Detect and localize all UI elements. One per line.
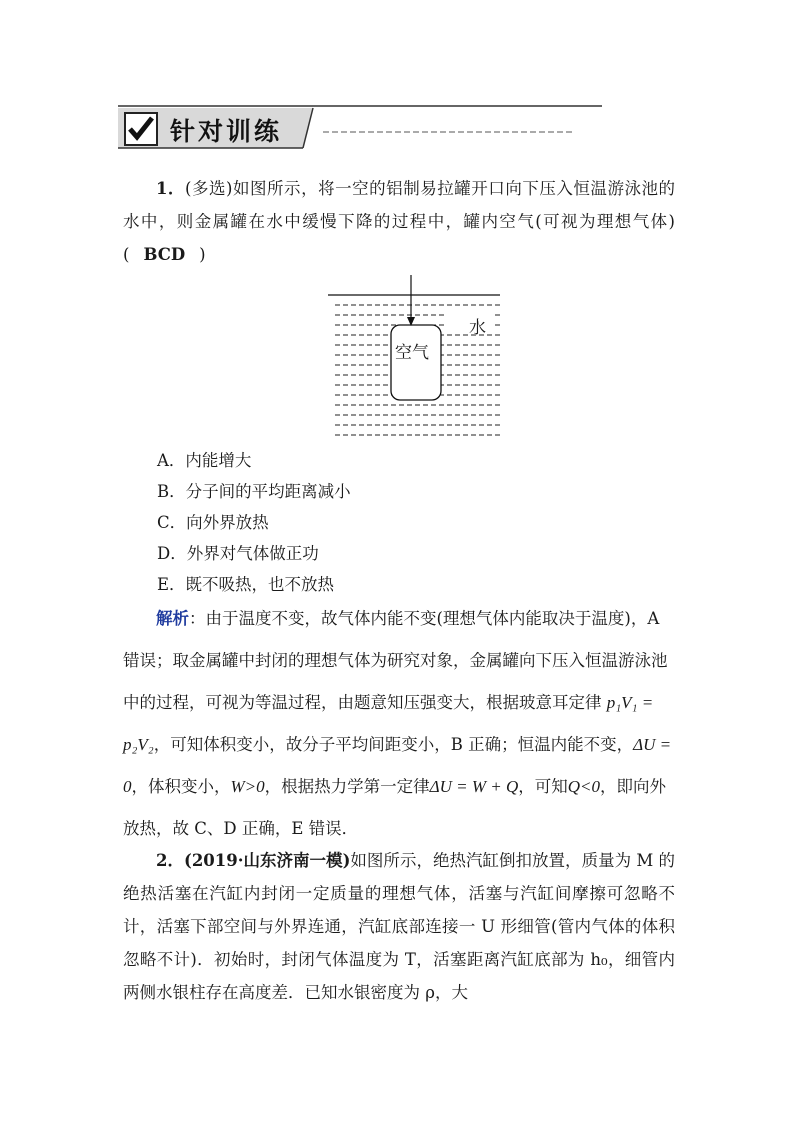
- q1-stem-text: (多选)如图所示，将一空的铝制易拉罐开口向下压入恒温游泳池的水中，则金属罐在水中缓慢下降的过程中，罐内空气(可视为理想气体)(: [123, 179, 676, 264]
- formula-work: W>0: [230, 777, 265, 796]
- q2-text: 如图所示，绝热汽缸倒扣放置，质量为 M 的绝热活塞在汽缸内封闭一定质量的理想气体，活塞与汽缸间摩擦可忽略不计，活塞下部空间与外界连通，汽缸底部连接一 U 形细管(管内气体的体积忽略不计)．初始时，封闭气体温度为 T，活塞距离汽缸底部为 h₀，细管内两侧水银柱存在高度差．已知水银密度为 ρ，大: [123, 851, 676, 1002]
- figure-label-air: 空气: [395, 338, 429, 363]
- section-title: 针对训练: [170, 117, 283, 146]
- analysis-text-4: ，根据热力学第一定律: [264, 777, 430, 796]
- analysis-text-6: ，即向外放热，故 C、D 正确，E 错误．: [123, 777, 667, 838]
- analysis-text-5: ，可知: [518, 777, 568, 796]
- option-d: D．外界对气体做正功: [157, 544, 319, 563]
- formula-first-law: ΔU = W + Q: [429, 777, 519, 796]
- checkmark-icon: [124, 112, 158, 146]
- formula-delta-u: ΔU = 0: [123, 735, 672, 796]
- q1-number: 1．: [156, 179, 186, 198]
- analysis-text-3: ，体积变小，: [131, 777, 231, 796]
- analysis-text-1: ：由于温度不变，故气体内能不变(理想气体内能取决于温度)，A 错误；取金属罐中封闭的理想气体为研究对象，金属罐向下压入恒温游泳池中的过程，可视为等温过程，由题意知压强变大，根据玻意耳定律: [123, 609, 668, 712]
- q1-stem: [123, 172, 675, 271]
- q1-answer: BCD: [143, 245, 186, 264]
- q2-source: (2019·山东济南一模): [184, 851, 351, 870]
- q1-figure: [325, 275, 505, 449]
- q2-number: 2．: [156, 851, 185, 870]
- analysis-label: 解析: [156, 609, 189, 628]
- q1-close-paren: ): [199, 245, 206, 264]
- formula-boyle: p₁V₁ = p₂V₂: [123, 693, 654, 754]
- option-c: C．向外界放热: [157, 513, 269, 532]
- formula-heat: Q<0: [567, 777, 601, 796]
- option-e: E．既不吸热，也不放热: [157, 575, 335, 594]
- figure-label-water: 水: [469, 318, 486, 338]
- option-a: A．内能增大: [157, 451, 252, 470]
- option-b: B．分子间的平均距离减小: [157, 482, 351, 501]
- q2-stem: [123, 844, 675, 1009]
- analysis-text-2: ，可知体积变小，故分子平均间距变小，B 正确；恒温内能不变，: [153, 735, 634, 754]
- section-banner: [118, 104, 602, 150]
- q1-analysis: [123, 598, 675, 850]
